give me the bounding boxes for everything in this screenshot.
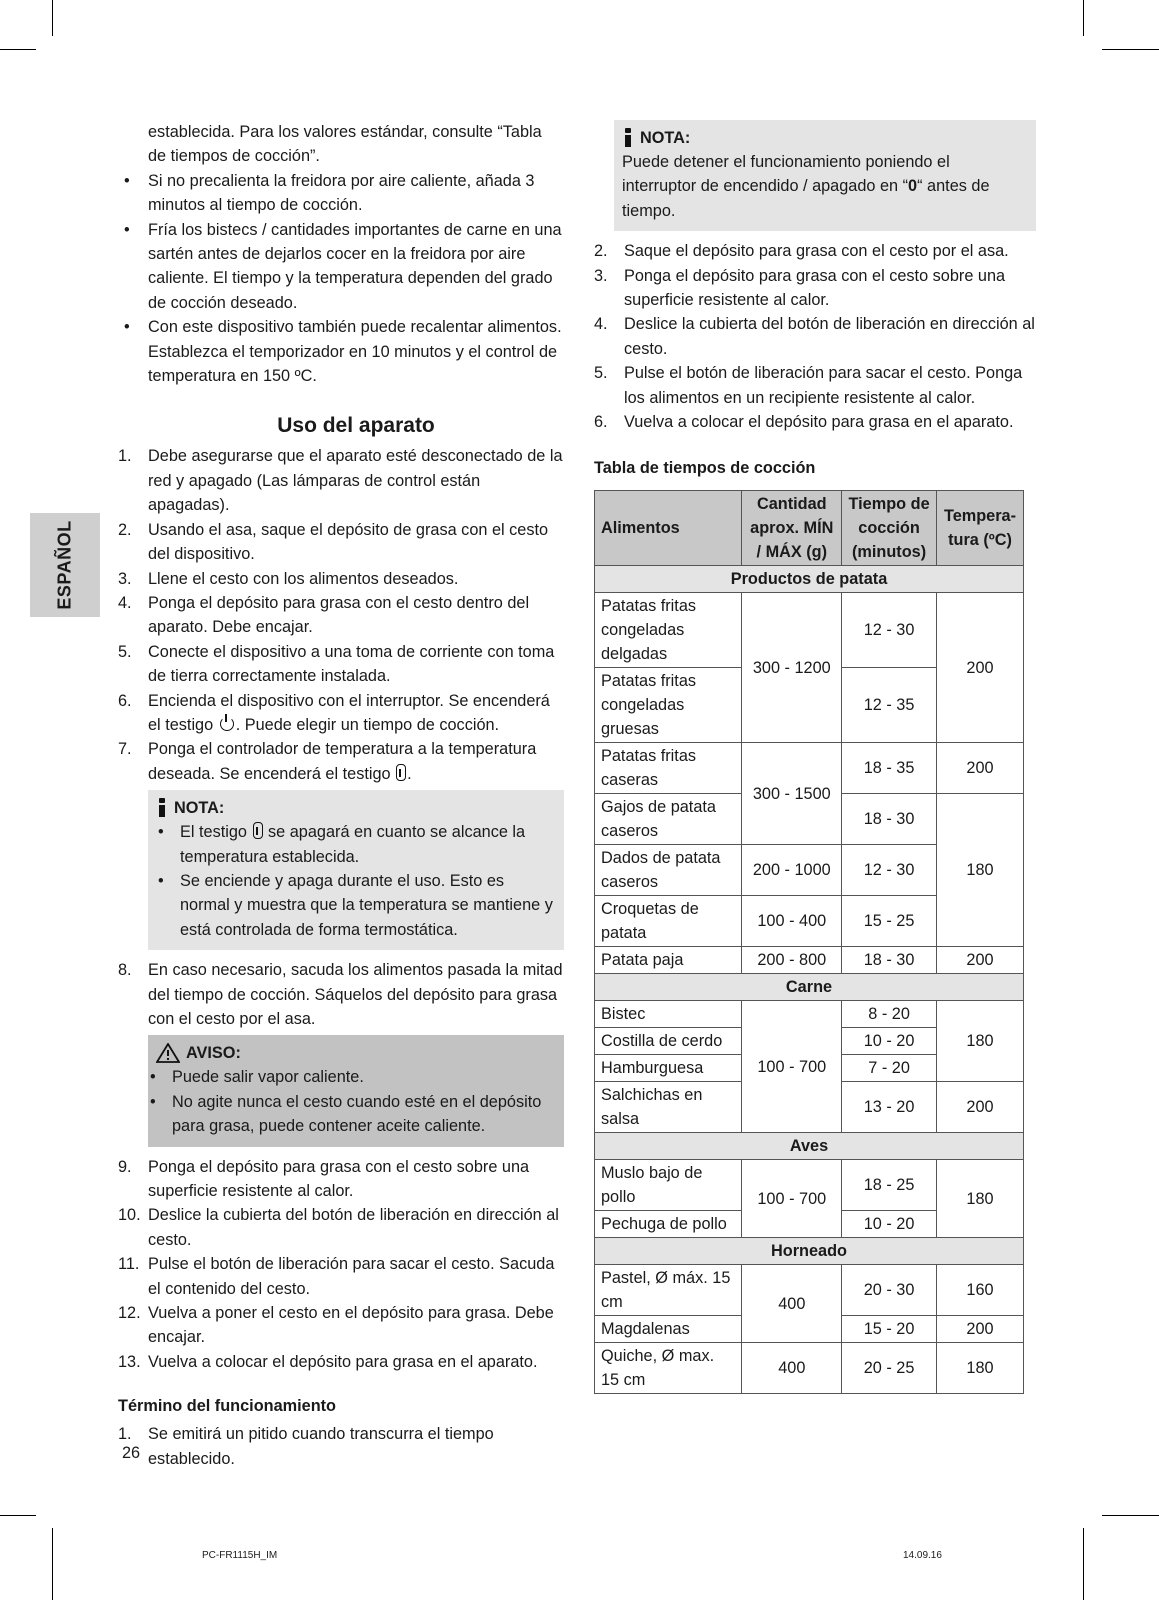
table-header: Alimentos (595, 491, 742, 566)
info-icon (156, 798, 168, 818)
table-row: Patatas fritas caseras 300 - 1500 18 - 35 200 (595, 743, 1024, 794)
list-item: 5. Conecte el dispositivo a una toma de corriente con toma de tierra correctamente instalada. (118, 642, 555, 686)
table-row: Patatas fritas congeladas gruesas 12 - 35 (595, 668, 1024, 743)
table-row: Dados de patata caseros 200 - 1000 12 - 30 (595, 845, 1024, 896)
list-item: 7. Ponga el controlador de temperatura a la temperatura deseada. Se encenderá el testigo . (118, 740, 537, 783)
table-section-row: Productos de patata (595, 566, 1024, 593)
table-header: Tiempo de cocción (minutos) (842, 491, 937, 566)
power-icon (220, 717, 234, 731)
list-item: 1. Debe asegurarse que el aparato esté desconectado de la red y apagado (Las lámparas de control están apagadas). (118, 447, 563, 515)
list-item: • Con este dispositivo también puede recalentar alimentos. Establezca el temporizador en 10 minutos y el control de temperatura en 150 ºC. (118, 315, 564, 388)
list-item: 6. Encienda el dispositivo con el interruptor. Se encenderá el testigo . Puede elegir un tiempo de cocción. (118, 691, 550, 734)
note-box (148, 790, 564, 950)
intro-continuation: establecida. Para los valores estándar, consulte “Tabla de tiempos de cocción”. (148, 123, 542, 166)
table-row: Patata paja 200 - 800 18 - 30 200 (595, 947, 1024, 974)
section-heading-uso: Uso del aparato (277, 414, 435, 438)
steps-list (118, 1422, 564, 1471)
list-item: • Puede salir vapor caliente. (148, 1065, 556, 1089)
language-tab (30, 513, 100, 617)
list-item: 2. Usando el asa, saque el depósito de grasa con el cesto del dispositivo. (118, 520, 549, 564)
crop-mark (1102, 49, 1159, 50)
list-item: • Fría los bistecs / cantidades importantes de carne en una sartén antes de dejarlos cocer en la freidora por aire caliente. El tiempo y la temperatura dependen del grado de cocción deseado. (118, 218, 564, 316)
list-item: 9. Ponga el depósito para grasa con el cesto sobre una superficie resistente al calor. (118, 1157, 530, 1201)
crop-mark (1083, 0, 1084, 36)
note-box (614, 120, 1036, 231)
footer-doc-id: PC-FR1115H_IM (202, 1550, 278, 1561)
note-title: NOTA: (174, 799, 225, 818)
list-item: 3. Ponga el depósito para grasa con el cesto sobre una superficie resistente al calor. (594, 266, 1006, 310)
table-section-row: Carne (595, 974, 1024, 1001)
list-item: • No agite nunca el cesto cuando esté en el depósito para grasa, puede contener aceite caliente. (148, 1090, 556, 1139)
crop-mark (52, 1528, 53, 1600)
right-column (594, 120, 1036, 1394)
language-tab-label: ESPAÑOL (54, 520, 75, 610)
thermometer-icon (253, 822, 263, 839)
crop-mark (1083, 1528, 1084, 1600)
left-column (118, 120, 564, 1471)
table-row: Pastel, Ø máx. 15 cm 400 20 - 30 160 (595, 1265, 1024, 1316)
tips-list (118, 169, 564, 389)
crop-mark (0, 1515, 36, 1516)
warning-box (148, 1035, 564, 1146)
steps-list (118, 444, 564, 786)
table-row: Patatas fritas congeladas delgadas 300 - 1200 12 - 30 200 (595, 593, 1024, 668)
list-item: 6. Vuelva a colocar el depósito para grasa en el aparato. (594, 413, 1014, 432)
table-section-row: Aves (595, 1133, 1024, 1160)
list-item: 8. En caso necesario, sacuda los alimentos pasada la mitad del tiempo de cocción. Sáquelos del depósito para grasa con el cesto por el asa. (118, 961, 563, 1028)
steps-list (118, 1155, 564, 1375)
table-section-row: Horneado (595, 1238, 1024, 1265)
list-item: 4. Ponga el depósito para grasa con el cesto dentro del aparato. Debe encajar. (118, 593, 530, 637)
list-item: 12. Vuelva a poner el cesto en el depósito para grasa. Debe encajar. (118, 1304, 554, 1347)
cooking-times-table (594, 490, 1024, 1394)
table-row: Gajos de patata caseros 18 - 30 180 (595, 794, 1024, 845)
steps-list (118, 958, 564, 1031)
table-row: Salchichas en salsa 13 - 20 200 (595, 1082, 1024, 1133)
list-item: 3. Llene el cesto con los alimentos deseados. (118, 569, 459, 588)
steps-list (594, 239, 1036, 434)
table-header: Tempera-tura (ºC) (937, 491, 1024, 566)
table-row: Croquetas de patata 100 - 400 15 - 25 (595, 896, 1024, 947)
crop-mark (1102, 1515, 1159, 1516)
list-item: 2. Saque el depósito para grasa con el cesto por el asa. (594, 242, 1009, 261)
crop-mark (0, 49, 36, 50)
note-title: NOTA: (640, 129, 691, 147)
footer-date: 14.09.16 (903, 1550, 942, 1561)
list-item: 10. Deslice la cubierta del botón de liberación en dirección al cesto. (118, 1206, 559, 1249)
table-row: Magdalenas 15 - 20 200 (595, 1316, 1024, 1343)
crop-mark (52, 0, 53, 36)
list-item: 5. Pulse el botón de liberación para sacar el cesto. Ponga los alimentos en un recipiente resistente al calor. (594, 364, 1023, 407)
page-number: 26 (122, 1444, 141, 1462)
table-row: Hamburguesa 7 - 20 (595, 1055, 1024, 1082)
thermometer-icon (396, 764, 406, 781)
table-header: Cantidad aprox. MÍN / MÁX (g) (742, 491, 842, 566)
table-row: Bistec 100 - 700 8 - 20 180 (595, 1001, 1024, 1028)
list-item: 11. Pulse el botón de liberación para sacar el cesto. Sacuda el contenido del cesto. (118, 1255, 555, 1298)
table-row: Costilla de cerdo 10 - 20 (595, 1028, 1024, 1055)
note-text: Puede detener el funcionamiento poniendo el interruptor de encendido / apagado en “0“ antes de tiempo. (622, 153, 990, 220)
list-item: 4. Deslice la cubierta del botón de liberación en dirección al cesto. (594, 315, 1035, 358)
table-header-row (595, 491, 1024, 566)
table-row: Muslo bajo de pollo 100 - 700 18 - 25 180 (595, 1160, 1024, 1211)
list-item: 13. Vuelva a colocar el depósito para grasa en el aparato. (118, 1352, 538, 1371)
list-item: 1. Se emitirá un pitido cuando transcurra el tiempo establecido. (118, 1425, 494, 1468)
warning-icon (156, 1043, 180, 1063)
table-row: Quiche, Ø max. 15 cm 400 20 - 25 180 (595, 1343, 1024, 1394)
list-item: • Se enciende y apaga durante el uso. Esto es normal y muestra que la temperatura se mantiene y está controlada de forma termostática. (156, 869, 556, 942)
table-row: Pechuga de pollo 10 - 20 (595, 1211, 1024, 1238)
info-icon (622, 128, 634, 148)
list-item: • El testigo se apagará en cuanto se alcance la temperatura establecida. (156, 820, 556, 869)
table-title: Tabla de tiempos de cocción (594, 459, 816, 478)
section-heading-termino: Término del funcionamiento (118, 1397, 337, 1416)
warning-title: AVISO: (186, 1044, 241, 1063)
list-item: • Si no precalienta la freidora por aire caliente, añada 3 minutos al tiempo de cocción. (118, 169, 564, 218)
